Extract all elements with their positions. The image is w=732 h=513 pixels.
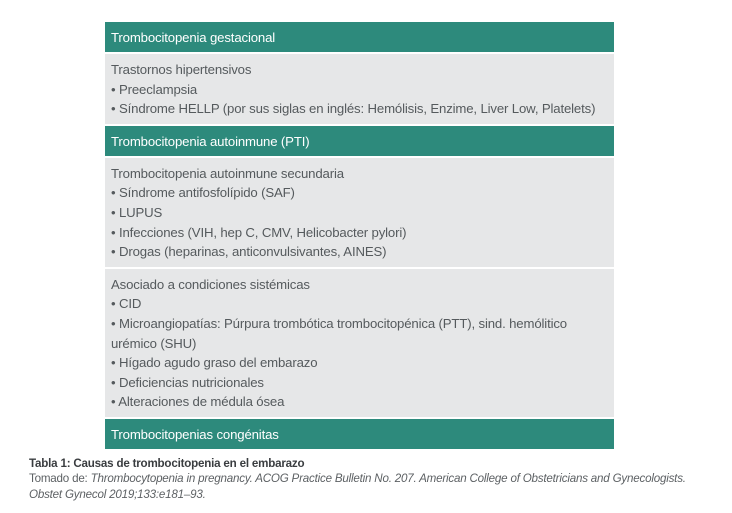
section-header-congenital (105, 419, 614, 449)
section-header-gestational (105, 22, 614, 52)
caption-title: Tabla 1: Causas de trombocitopenia en el embarazo (29, 457, 305, 470)
section-body-hypertensive (105, 54, 614, 124)
section-body-secondary-autoimmune (105, 158, 614, 267)
list-item: • Deficiencias nutricionales (111, 374, 264, 390)
block-title: Asociado a condiciones sistémicas (111, 276, 310, 292)
block-title: Trombocitopenia autoinmune secundaria (111, 165, 344, 181)
caption-source-prefix: Tomado de: (29, 472, 91, 485)
section-header-label: Trombocitopenia gestacional (111, 30, 276, 45)
list-item: • Síndrome antifosfolípido (SAF) (111, 185, 295, 201)
caption-source (29, 471, 719, 502)
section-body-systemic (105, 269, 614, 417)
section-header-label: Trombocitopenia autoinmune (PTI) (111, 133, 310, 149)
list-item: • Síndrome HELLP (por sus siglas en inglés: Hemólisis, Enzime, Liver Low, Platelets) (111, 101, 596, 117)
list-item: • Infecciones (VIH, hep C, CMV, Helicobacter pylori) (111, 224, 407, 240)
list-item: • Alteraciones de médula ósea (111, 394, 285, 410)
list-item: • Preeclampsia (111, 81, 198, 97)
list-item: • LUPUS (111, 204, 163, 220)
block-title: Trastornos hipertensivos (111, 62, 252, 77)
list-item: • CID (111, 296, 142, 312)
causes-table (105, 22, 614, 449)
section-header-label: Trombocitopenias congénitas (111, 426, 279, 442)
list-item: • Microangiopatías: Púrpura trombótica trombocitopénica (PTT), sind. hemólitico urémico (SHU) (111, 315, 567, 351)
table-caption (29, 456, 719, 502)
list-item: • Hígado agudo graso del embarazo (111, 355, 318, 371)
section-header-autoimmune (105, 126, 614, 156)
caption-source-citation: Thrombocytopenia in pregnancy. ACOG Practice Bulletin No. 207. American College of Obstetricians and Gynecologists. Obstet Gynecol 2019;133:e181–93. (29, 472, 686, 501)
list-item: • Drogas (heparinas, anticonvulsivantes, AINES) (111, 244, 387, 260)
